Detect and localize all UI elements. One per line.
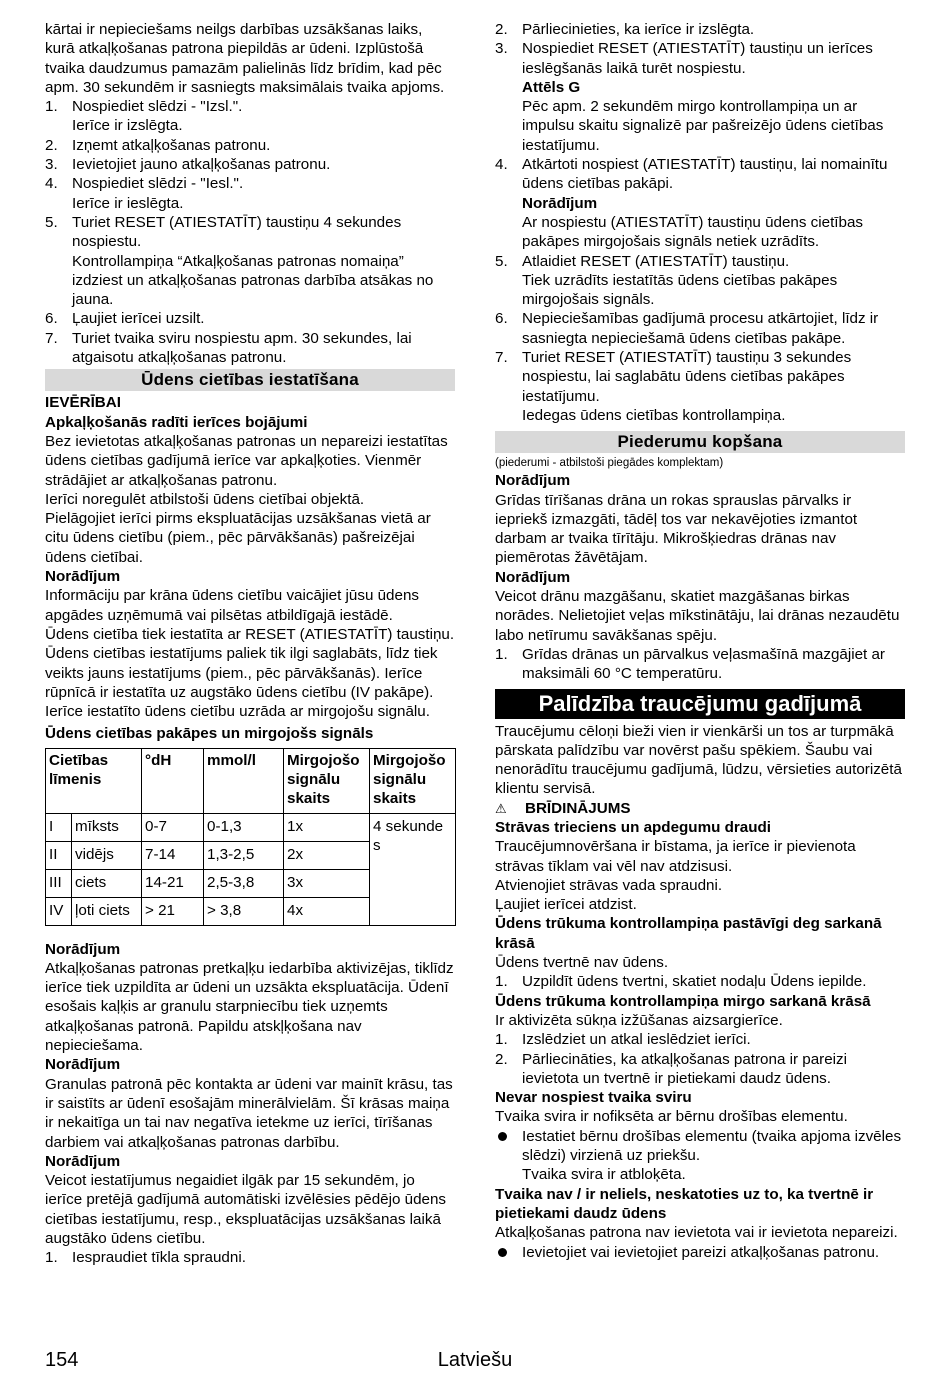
- footer-language: Latviešu: [437, 1349, 513, 1371]
- table-header-cell: °dH: [142, 748, 204, 813]
- attention-heading: IEVĒRĪBAI: [45, 394, 121, 412]
- step-item: [495, 20, 905, 39]
- step-item: [495, 309, 905, 348]
- step-item: [45, 309, 455, 328]
- note-label: Norādījum: [45, 1152, 121, 1170]
- table-header-cell: mmol/l: [204, 748, 284, 813]
- table-cell: > 3,8: [204, 897, 284, 925]
- table-cell: 2,5-3,8: [204, 869, 284, 897]
- note-label: Norādījum: [495, 472, 571, 490]
- issue-heading: Ūdens trūkuma kontrollampiņa mirgo sarkanā krāsā: [495, 992, 871, 1010]
- issue-text: Ūdens tvertnē nav ūdens.: [495, 954, 669, 972]
- issue-text: Tvaika svira ir nofiksēta ar bērnu drošības elementu.: [495, 1108, 848, 1126]
- step-item: [495, 39, 905, 155]
- step-text: Atlaidiet RESET (ATIESTATĪT) taustiņu.: [522, 252, 790, 270]
- step-number: 7.: [45, 329, 58, 347]
- attention-text: Bez ievietotas atkaļķošanas patronas un nepareizi iestatītas ūdens cietības gadījumā ierīce var apkaļķoties. Vienmēr strādājiet ar atkaļķošanas patronu.: [45, 432, 448, 489]
- table-cell: I: [46, 813, 72, 841]
- bullet-item: [495, 1243, 905, 1262]
- step-text: Kontrollampiņa “Atkaļķošanas patronas nomaiņa” izdziest un atkaļķošanas patronas darbība atsākas no jauna.: [72, 252, 434, 309]
- step-number: 6.: [495, 310, 508, 328]
- note-text: Ūdens cietība tiek iestatīta ar RESET (ATIESTATĪT) taustiņu. Ūdens cietības iestatījums paliek tik ilgi saglabāts, līdz tiek veikts jauns iestatījums (piem., pēc pārvākšanās). Ierīce rūpnīcā ir iestatīta uz augstāko ūdens cietību (IV pakāpe). Ierīce iestatīto ūdens cietību uzrāda ar mirgojošu signālu.: [45, 625, 455, 721]
- step-item: [45, 329, 455, 368]
- warning-subheading: Strāvas trieciens un apdegumu draudi: [495, 818, 771, 836]
- section-heading-water-hardness: Ūdens cietības iestatīšana: [45, 369, 455, 391]
- bullet-text: Iestatiet bērnu drošības elementu (tvaika apjoma izvēles slēdzi) virzienā uz priekšu.: [522, 1127, 902, 1165]
- note-text: Veicot iestatījumus negaidiet ilgāk par 15 sekundēm, jo ierīce pretējā gadījumā automātiski izvēlēsies pēdējo ūdens cietības iestatījumu, resp., ekspluatācijas uzsākšanas laikā augstāko ūdens cietību.: [45, 1172, 447, 1248]
- steps-list: [495, 972, 905, 991]
- warning-triangle-icon: ⚠: [495, 800, 507, 816]
- step-item: [45, 155, 455, 174]
- issue-heading: Nevar nospiest tvaika sviru: [495, 1089, 692, 1107]
- step-text: Turiet tvaika sviru nospiestu apm. 30 sekundes, lai atgaisotu atkaļķošanas patronu.: [72, 329, 412, 367]
- attention-text: Ierīci noregulēt atbilstoši ūdens cietībai objektā.: [45, 490, 365, 508]
- step-number: 3.: [45, 156, 58, 174]
- table-cell: 0-7: [142, 813, 204, 841]
- table-cell: mīksts: [72, 813, 142, 841]
- issue-heading: Tvaika nav / ir neliels, neskatoties uz to, ka tvertnē ir pietiekami daudz ūdens: [495, 1185, 874, 1222]
- section-heading-troubleshooting: Palīdzība traucējumu gadījumā: [495, 689, 905, 719]
- step-number: 6.: [45, 310, 58, 328]
- step-text: Ļaujiet ierīcei uzsilt.: [72, 310, 205, 328]
- step-text: Iedegas ūdens cietības kontrollampiņa.: [522, 406, 786, 424]
- issue-heading: Ūdens trūkuma kontrollampiņa pastāvīgi deg sarkanā krāsā: [495, 915, 882, 952]
- table-cell: 3x: [284, 869, 370, 897]
- step-number: 5.: [495, 252, 508, 270]
- table-row: [46, 813, 456, 841]
- step-item: [495, 348, 905, 425]
- step-note-label: Norādījum: [522, 194, 598, 212]
- note-text: Granulas patronā pēc kontakta ar ūdeni var mainīt krāsu, tas ir saistīts ar ūdenī esošajām minerālvielām. Šī krāsas maiņa ir nekaitīga un tai nav negatīva ietekme uz ierīci, tīrīšanas darbiem vai atkaļķošanas patronas darbību.: [45, 1075, 453, 1151]
- table-cell: 1x: [284, 813, 370, 841]
- table-cell: 2x: [284, 841, 370, 869]
- step-text: Nospiediet RESET (ATIESTATĪT) taustiņu un ierīces ieslēgšanās laikā turēt nospiestu.: [522, 40, 873, 77]
- table-header-cell: Mirgojošo signālu skaits: [370, 748, 456, 813]
- step-item: [45, 97, 455, 136]
- table-cell: II: [46, 841, 72, 869]
- bullet-dot-icon: [498, 1132, 507, 1141]
- step-item: [45, 136, 455, 155]
- step-note-label: Attēls G: [522, 78, 581, 96]
- water-hardness-table: [45, 748, 456, 926]
- step-number: 4.: [45, 175, 58, 193]
- warning-text: Atvienojiet strāvas vada spraudni.: [495, 876, 723, 894]
- bullet-text: Ievietojiet vai ievietojiet pareizi atkaļķošanas patronu.: [522, 1243, 880, 1261]
- warning-heading: [495, 799, 905, 818]
- step-text: Turiet RESET (ATIESTATĪT) taustiņu 3 sekundes nospiestu, lai saglabātu ūdens cietības pakāpes iestatījumu.: [522, 349, 852, 405]
- table-cell: 14-21: [142, 869, 204, 897]
- steps-list: [45, 97, 455, 367]
- step-text: Pārliecināties, ka atkaļķošanas patrona ir pareizi ievietota un tvertnē ir pietiekami daudz ūdens.: [522, 1050, 848, 1087]
- note-label: Norādījum: [495, 568, 571, 586]
- bullet-list: [495, 1127, 905, 1185]
- bullet-item: [495, 1127, 905, 1185]
- step-number: 1.: [495, 1031, 508, 1049]
- table-cell: ļoti ciets: [72, 897, 142, 925]
- table-title: Ūdens cietības pakāpes un mirgojošs signāls: [45, 725, 374, 743]
- warning-label: BRĪDINĀJUMS: [525, 799, 631, 817]
- left-column: [45, 20, 455, 1268]
- step-text: Nepieciešamības gadījumā procesu atkārtojiet, līdz ir sasniegta nepieciešamā ūdens cietības pakāpe.: [522, 310, 879, 347]
- step-text: Iespraudiet tīkla spraudni.: [72, 1249, 246, 1267]
- step-text: Pārliecinieties, ka ierīce ir izslēgta.: [522, 21, 755, 38]
- step-item: [495, 645, 905, 684]
- accessories-note-small: (piederumi - atbilstoši piegādes komplektam): [495, 457, 724, 470]
- note-label: Norādījum: [45, 1056, 121, 1074]
- table-header-row: [46, 748, 456, 813]
- steps-list: [45, 1248, 455, 1267]
- table-cell: 0-1,3: [204, 813, 284, 841]
- step-text: Ierīce ir ieslēgta.: [72, 194, 184, 212]
- table-header-cell: Cietības līmenis: [46, 748, 142, 813]
- step-text: Ierīce ir izslēgta.: [72, 117, 183, 135]
- step-item: [495, 252, 905, 310]
- note-label: Norādījum: [45, 568, 121, 586]
- step-text: Izņemt atkaļķošanas patronu.: [72, 136, 271, 154]
- table-header-cell: Mirgojošo signālu skaits: [284, 748, 370, 813]
- step-text: Nospiediet slēdzi - "Izsl.".: [72, 98, 243, 116]
- step-item: [495, 1030, 905, 1049]
- step-number: 7.: [495, 349, 508, 367]
- note-text: Veicot drānu mazgāšanu, skatiet mazgāšanas birkas norādes. Nelietojiet veļas mīkstinātāju, lai drānas nezaudētu labo netīrumu savākšanas spēju.: [495, 588, 900, 644]
- step-item: [495, 972, 905, 991]
- step-number: 2.: [495, 1050, 508, 1068]
- bullet-text: Tvaika svira ir atbloķēta.: [522, 1166, 686, 1184]
- step-note-text: Pēc apm. 2 sekundēm mirgo kontrollampiņa un ar impulsu skaitu signalizē par pašreizējo ūdens cietības iestatījumu.: [522, 98, 884, 154]
- attention-text: Pielāgojiet ierīci pirms ekspluatācijas uzsākšanas vietā ar citu ūdens cietību (piem., pēc pārvākšanās) pašreizējai ūdens cietībai.: [45, 510, 431, 566]
- table-cell: 7-14: [142, 841, 204, 869]
- table-cell: 1,3-2,5: [204, 841, 284, 869]
- step-text: Atkārtoti nospiest (ATIESTATĪT) taustiņu, lai nomainītu ūdens cietības pakāpi.: [522, 156, 888, 193]
- page-number: 154: [45, 1349, 79, 1371]
- note-text: Atkaļķošanas patronas pretkaļķu iedarbība aktivizējas, tiklīdz ierīce tiek uzpildīta ar ūdeni un uzsākta ekspluatācija. Ūdenī esošais kaļķis ar granulu starpniecību tiek uzņemts atkaļķošanas patronā. Papildu atskļķošana nav nepieciešama.: [45, 959, 454, 1055]
- step-item: [45, 1248, 455, 1267]
- warning-text: Ļaujiet ierīcei atdzist.: [495, 896, 637, 914]
- table-cell: IV: [46, 897, 72, 925]
- step-item: [495, 155, 905, 251]
- step-text: Tiek uzrādīts iestatītās ūdens cietības pakāpes mirgojošais signāls.: [522, 271, 838, 309]
- section-heading-accessories: Piederumu kopšana: [495, 431, 905, 453]
- steps-list: [495, 20, 905, 425]
- step-number: 1.: [45, 98, 58, 116]
- steps-list: [495, 645, 905, 684]
- warning-text: Traucējumnovēršana ir bīstama, ja ierīce ir pievienota strāvas tīklam vai vēl nav atdzisusi.: [495, 838, 856, 875]
- step-number: 3.: [495, 40, 508, 58]
- note-text: Informāciju par krāna ūdens cietību vaicājiet jūsu ūdens apgādes uzņēmumā vai pilsētas atbildīgajā iestādē.: [45, 587, 419, 624]
- table-merged-cell: 4 sekunde s: [370, 813, 456, 925]
- step-text: Izslēdziet un atkal ieslēdziet ierīci.: [522, 1031, 751, 1049]
- bullet-list: [495, 1243, 905, 1262]
- step-item: [45, 174, 455, 213]
- step-number: 1.: [495, 645, 508, 663]
- step-number: 2.: [495, 21, 508, 38]
- steps-list: [495, 1030, 905, 1088]
- step-item: [45, 213, 455, 309]
- step-number: 1.: [495, 973, 508, 991]
- step-text: Ievietojiet jauno atkaļķošanas patronu.: [72, 156, 331, 174]
- step-number: 1.: [45, 1249, 58, 1267]
- troubleshooting-intro: Traucējumu cēloņi bieži vien ir vienkārši un tos ar turpmākā pārskata palīdzību var novērst pašu spēkiem. Šaubu vai nenorādītu traucējumu gadījumā, lūdzu, vērsieties autorizētā klientu servisā.: [495, 722, 902, 798]
- step-note-text: Ar nospiestu (ATIESTATĪT) taustiņu ūdens cietības pakāpes mirgojošais signāls netiek uzrādīts.: [522, 213, 864, 251]
- note-text: Grīdas tīrīšanas drāna un rokas sprauslas pārvalks ir iepriekš izmazgāti, tādēļ tos var nekavējoties izmantot darbam ar tvaika tīrītāju. Mikrošķiedras drānas nav piemērotas žāvētājam.: [495, 491, 858, 567]
- right-column: [495, 20, 905, 1262]
- step-number: 5.: [45, 213, 58, 231]
- step-text: Nospiediet slēdzi - "Iesl.".: [72, 175, 244, 193]
- table-cell: > 21: [142, 897, 204, 925]
- step-text: Turiet RESET (ATIESTATĪT) taustiņu 4 sekundes nospiestu.: [72, 213, 402, 251]
- bullet-dot-icon: [498, 1248, 507, 1257]
- table-cell: vidējs: [72, 841, 142, 869]
- step-number: 2.: [45, 136, 58, 154]
- step-text: Uzpildīt ūdens tvertni, skatiet nodaļu Ūdens iepilde.: [522, 973, 867, 991]
- step-text: Grīdas drānas un pārvalkus veļasmašīnā mazgājiet ar maksimāli 60 °C temperatūru.: [522, 645, 885, 683]
- step-item: [495, 1050, 905, 1089]
- attention-subheading: Apkaļķošanās radīti ierīces bojājumi: [45, 413, 308, 431]
- issue-text: Atkaļķošanas patrona nav ievietota vai ir ievietota nepareizi.: [495, 1224, 898, 1242]
- table-cell: 4x: [284, 897, 370, 925]
- issue-text: Ir aktivizēta sūkņa izžūšanas aizsargierīce.: [495, 1011, 783, 1029]
- table-cell: III: [46, 869, 72, 897]
- intro-paragraph: kārtai ir nepieciešams neilgs darbības uzsākšanas laiks, kurā atkaļķošanas patrona piepildās ar ūdeni. Izplūstošā tvaika daudzumus pamazām palielinās līdz brīdim, kad pēc apm. 30 sekundēm ir sasniegts maksimālais tvaika apjoms.: [45, 21, 445, 96]
- table-cell: ciets: [72, 869, 142, 897]
- step-number: 4.: [495, 156, 508, 174]
- note-label: Norādījum: [45, 940, 121, 958]
